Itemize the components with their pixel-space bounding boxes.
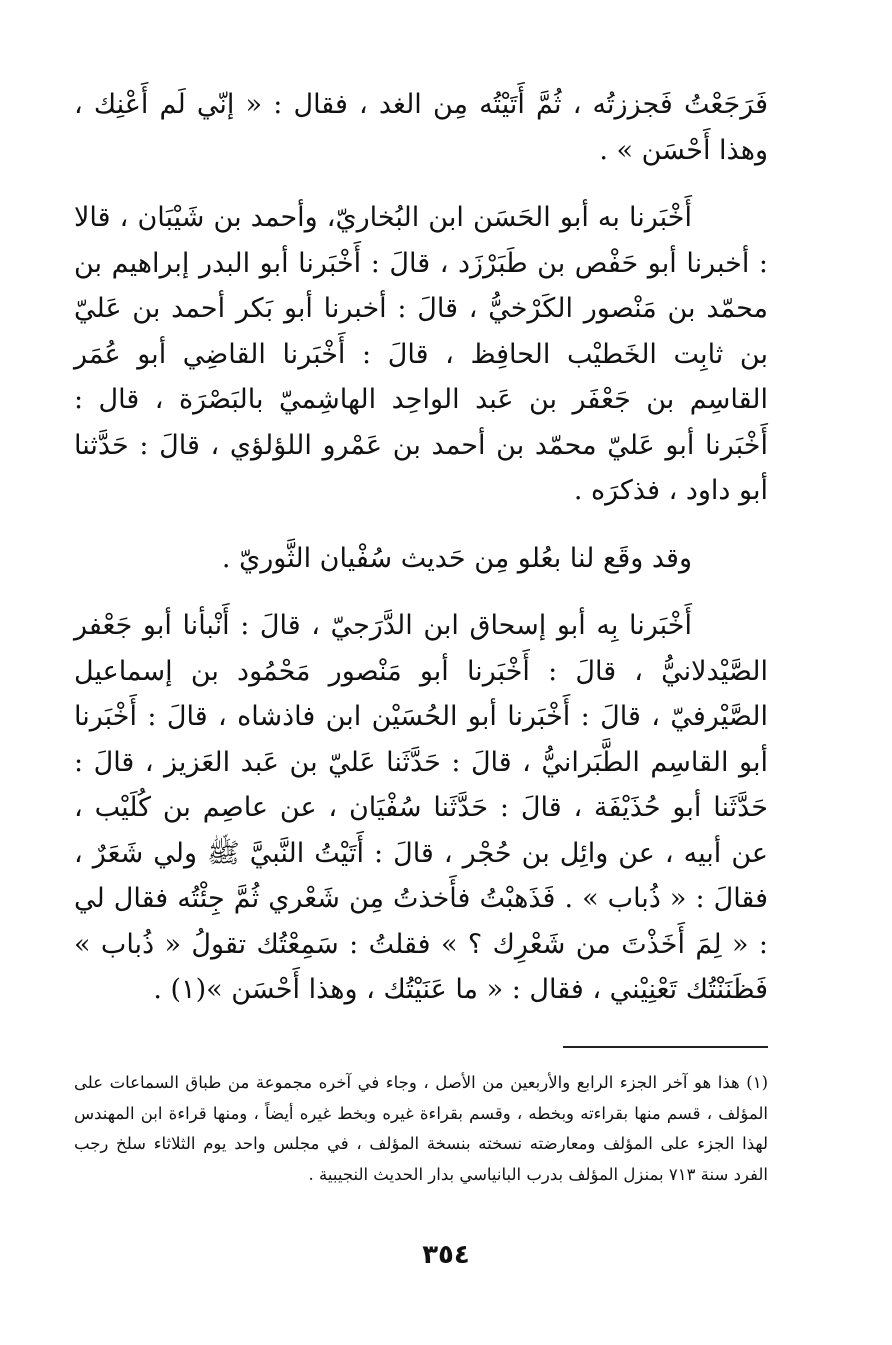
main-text-block (74, 82, 768, 1013)
footnote-1: (١) هذا هو آخر الجزء الرابع والأربعين من الأصل ، وجاء في آخره مجموعة من طباق السماعات على المؤلف ، قسم منها بقراءته وبخطه ، وقسم بقراءة غيره وبخط غيره أيضاً ، ومنها قراءة ابن المهندس لهذا الجزء على المؤلف ومعارضته نسخته بنسخة المؤلف ، في مجلس واحد يوم الثلاثاء سلخ رجب الفرد سنة ٧١٣ بمنزل المؤلف بدرب البانياسي بدار الحديث النجيبية . (74, 1073, 768, 1184)
footnotes-block (74, 1068, 768, 1190)
footnote-separator (563, 1046, 768, 1048)
paragraph-sufyan-note: وقد وقَع لنا بعُلو مِن حَديث سُفْيان الثَّوريّ . (221, 542, 692, 574)
paragraph-isnad-tabarani: أَخْبَرنا بِه أبو إسحاق ابن الدَّرَجيّ ، قالَ : أَنْبأنا أبو جَعْفر الصَّيْدلانيُّ ، قالَ : أَخْبَرنا أبو مَنْصور مَحْمُود بن إسماعيل الصَّيْرفيّ ، قالَ : أَخْبَرنا أبو الحُسَيْن ابن فاذشاه ، قالَ : أَخْبَرنا أبو القاسِم الطَّبَرانيُّ ، قالَ : حَدَّثَنا عَليّ بن عَبد العَزيز ، قالَ : حَدَّثَنا أبو حُذَيْفَة ، قالَ : حَدَّثَنا سُفْيَان ، عن عاصِم بن كُلَيْب ، عن أبيه ، عن وائِل بن حُجْر ، قالَ : أَتَيْتُ النَّبيَّ ﷺ ولي شَعَرٌ ، فقالَ : « ذُباب » . فَذَهبْتُ فأَخذتُ مِن شَعْري ثُمَّ جِئْتُه فقال لي : « لِمَ أَخَذْتَ من شَعْرِك ؟ » فقلتُ : سَمِعْتُك تقولُ « ذُباب » فَظَنَنْتُك تَعْنِيْني ، فقال : « ما عَنَيْتُك ، وهذا أَحْسَن »(١) . (74, 610, 768, 1005)
paragraph-isnad-abu-dawud: أَخْبَرنا به أبو الحَسَن ابن البُخاريّ، وأحمد بن شَيْبَان ، قالا : أخبرنا أبو حَفْص بن طَبَرْزَد ، قالَ : أَخْبَرنا أبو البدر إبراهيم بن محمّد بن مَنْصور الكَرْخيُّ ، قالَ : أخبرنا أبو بَكر أحمد بن عَليّ بن ثابِت الخَطيْب الحافِظ ، قالَ : أَخْبَرنا القاضِي أبو عُمَر القاسِم بن جَعْفَر بن عَبد الواحِد الهاشِميّ بالبَصْرَة ، قال : أَخْبَرنا أبو عَليّ محمّد بن أحمد بن عَمْرو اللؤلؤي ، قالَ : حَدَّثنا أبو داود ، فذكرَه . (74, 202, 768, 506)
page-number: ٣٥٤ (422, 1240, 470, 1270)
paragraph-continuation: فَرَجَعْتُ فَجززتُه ، ثُمَّ أَتَيْتُه مِن الغد ، فقال : « إنّي لَم أَعْنِك ، وهذا أَحْسَن » . (74, 89, 768, 166)
